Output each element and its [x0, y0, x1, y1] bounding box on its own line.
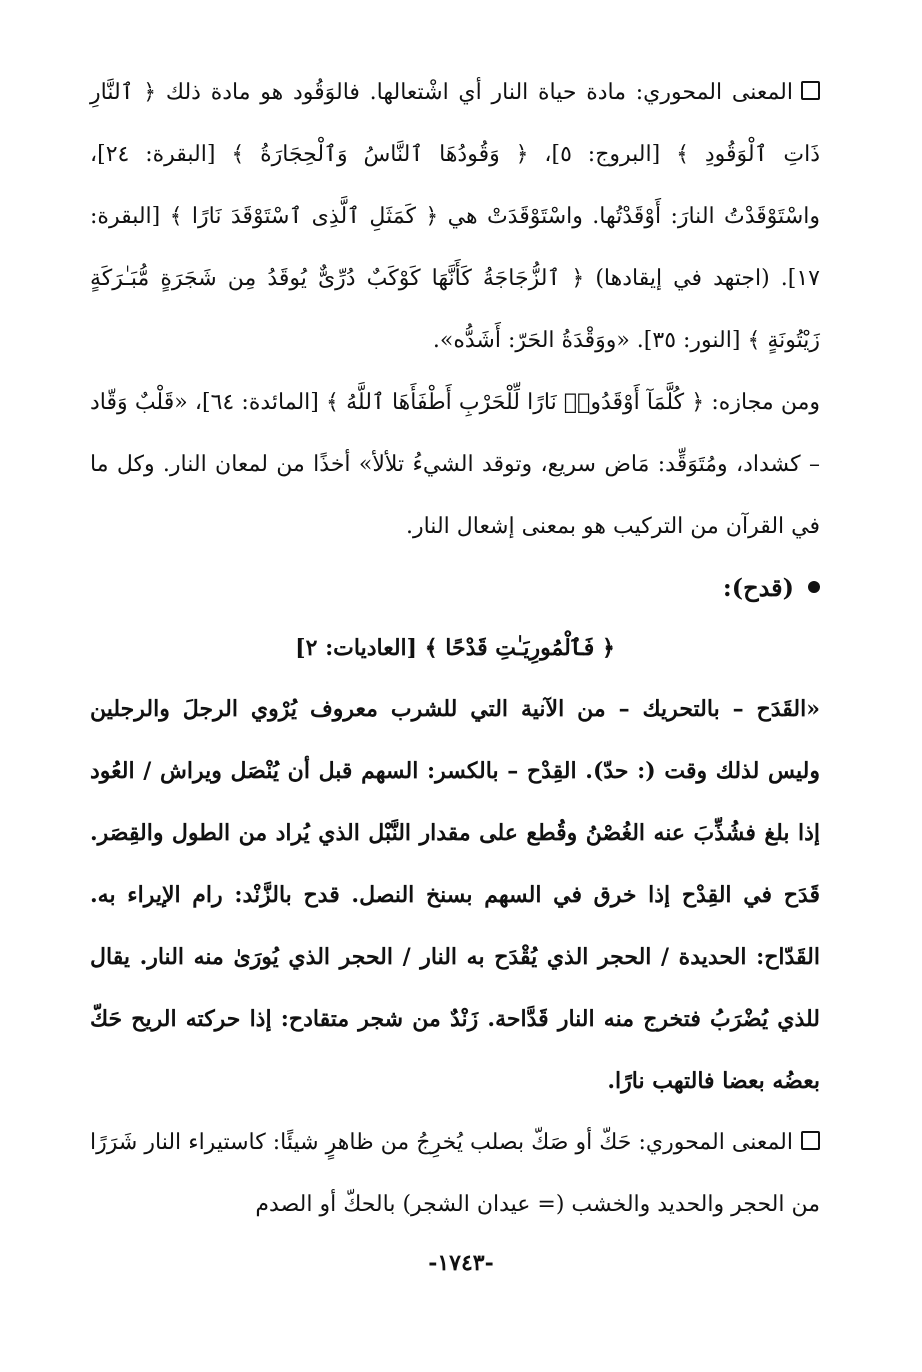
paragraph-central-meaning-2: [90, 1112, 820, 1236]
bullet-icon: [808, 581, 820, 593]
entry-heading-text: (قدح):: [722, 573, 794, 602]
checkbox-square-icon: [801, 81, 820, 100]
lexical-quote: «القَدَح – بالتحريك – من الآنية التي للشرب معروف يُرْوي الرجلَ والرجلين وليس لذلك وقت (: حدّ). القِدْح – بالكسر: السهم قبل أن يُنْصَل ويراش / العُود إذا بلغ فشُذِّبَ عنه الغُصْنُ وقُطع على مقدار النَّبْل الذي يُراد من الطول والقِصَر. قَدَح في القِدْح إذا خرق في السهم بسنخ النصل. قدح بالزَّنْد: رام الإيراء به. القَدّاح: الحديدة / الحجر الذي يُقْدَح به النار / الحجر الذي يُورَىٰ منه النار. يقال للذي يُضْرَبُ فتخرج منه النار قَدَّاحة. زَنْدٌ من شجر متقادح: إذا حركته الريح حَكّ بعضُه بعضا فالتهب نارًا.: [90, 696, 820, 1094]
checkbox-square-icon: [801, 1131, 820, 1150]
page-content: [90, 62, 820, 1312]
paragraph-central-meaning-1: [90, 62, 820, 372]
page-number: -١٧٤٣-: [428, 1250, 494, 1276]
paragraph-metaphor-text: ومن مجازه: ﴿ كُلَّمَآ أَوْقَدُوا۟ نَارًا لِّلْحَرْبِ أَطْفَأَهَا ٱللَّهُ ﴾ [المائدة: ٦٤]، «قَلْبٌ وَقّاد – كشداد، ومُتَوَقِّد: مَاض سريع، وتوقد الشيءُ تلألأ» أخذًا من لمعان النار. وكل ما في القرآن من التركيب هو بمعنى إشعال النار.: [90, 390, 821, 539]
entry-heading: [90, 558, 820, 618]
paragraph-central-meaning-2-text: المعنى المحوري: حَكّ أو صَكّ بصلب يُخرِجُ من ظاهرٍ شيئًا: كاستيراء النار شَرَرًا من الحجر والحديد والخشب (= عيدان الشجر) بالحكّ أو الصدم: [90, 1130, 820, 1217]
paragraph-central-meaning-1-text: المعنى المحوري: مادة حياة النار أي اشْتعالها. فالوَقُود هو مادة ذلك ﴿ ٱلنَّارِ ذَاتِ ٱلْوَقُودِ ﴾ [البروج: ٥]، ﴿ وَقُودُهَا ٱلنَّاسُ وَٱلْحِجَارَةُ ﴾ [البقرة: ٢٤]، واسْتَوْقَدْتُ النارَ: أَوْقَدْتُها. واسْتَوْقَدَتْ هي ﴿ كَمَثَلِ ٱلَّذِى ٱسْتَوْقَدَ نَارًا ﴾ [البقرة: ١٧]. (اجتهد في إيقادها) ﴿ ٱلزُّجَاجَةُ كَأَنَّهَا كَوْكَبٌ دُرِّىٌّ يُوقَدُ مِن شَجَرَةٍ مُّبَـٰرَكَةٍ زَيْتُونَةٍ ﴾ [النور: ٣٥]. «ووَقْدَةُ الحَرّ: أَشَدُّه».: [90, 80, 820, 353]
quranic-verse: ﴿ فَٱلْمُورِيَـٰتِ قَدْحًا ﴾ [العاديات: ٢]: [295, 635, 615, 661]
paragraph-metaphor: [90, 372, 820, 558]
